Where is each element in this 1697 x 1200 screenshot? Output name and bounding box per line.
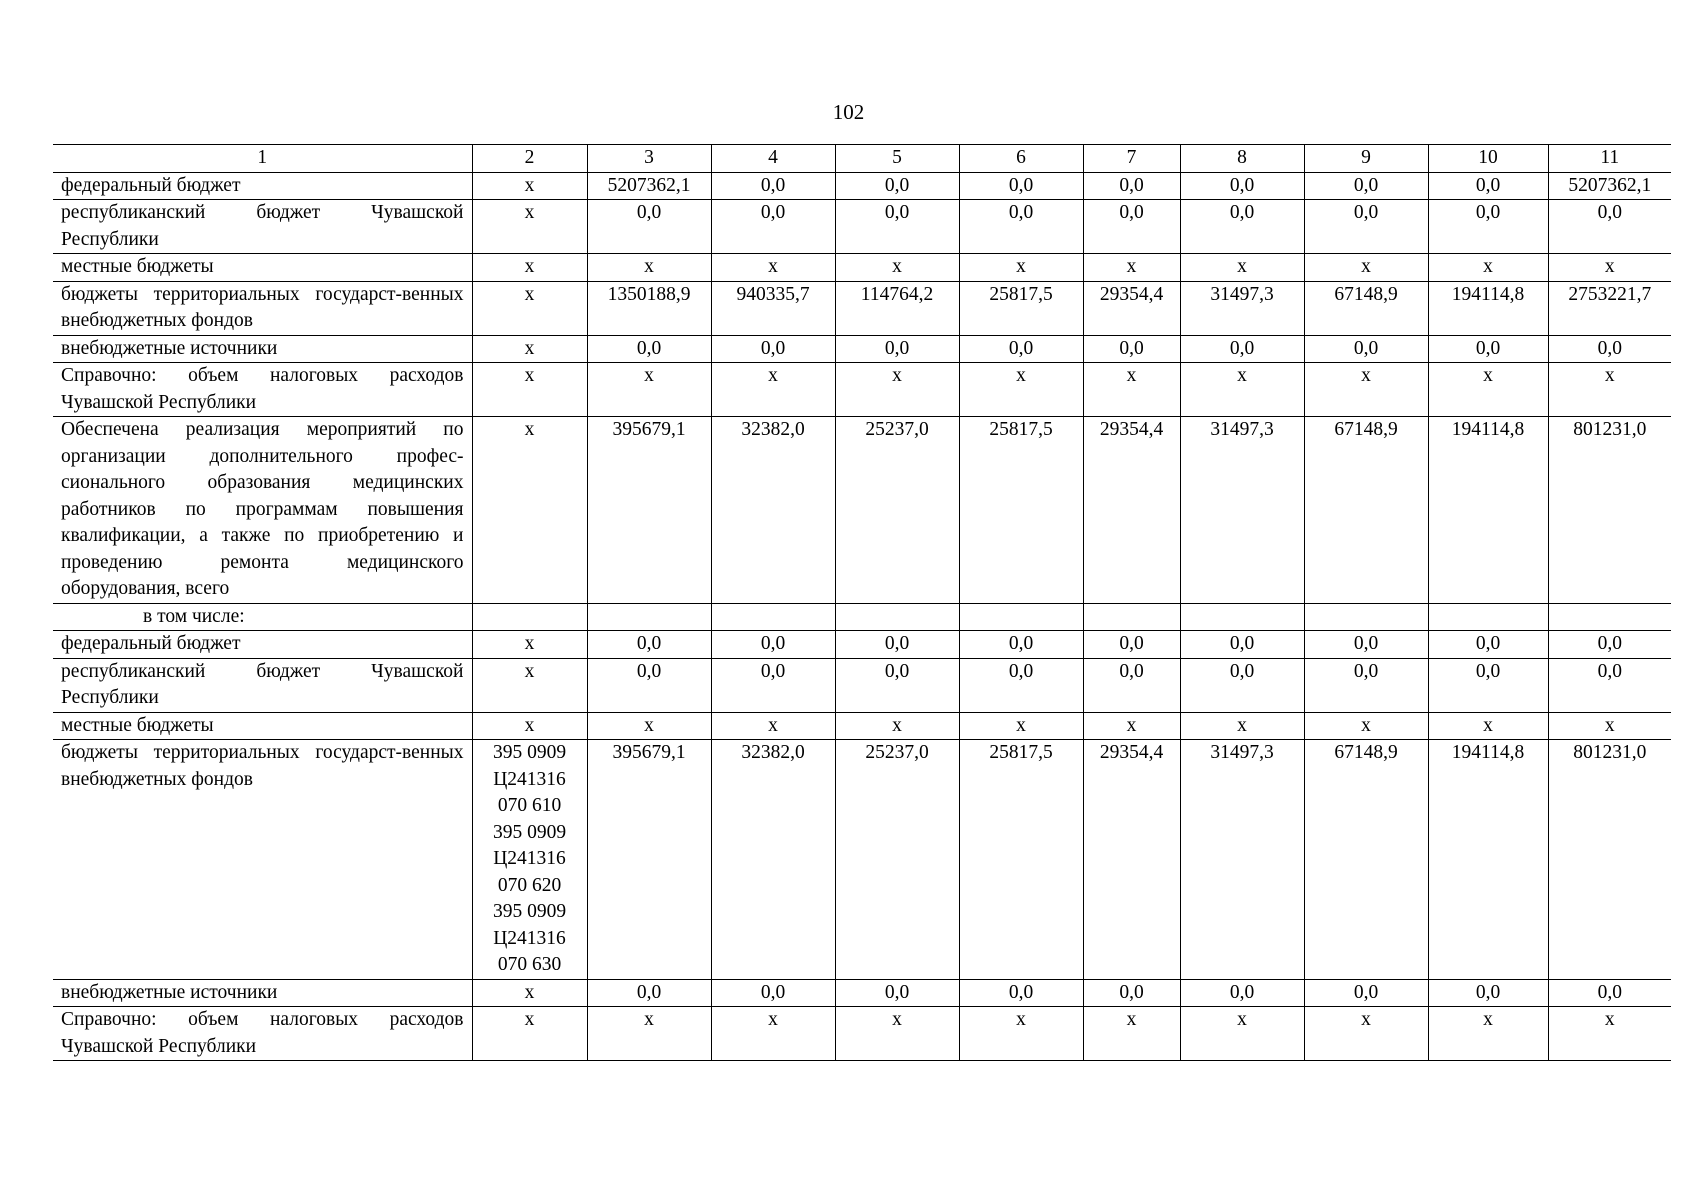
column-header: 1 xyxy=(53,145,472,173)
value-cell: x xyxy=(587,363,711,417)
value-cell: 194114,8 xyxy=(1428,281,1548,335)
budget-code-cell: x xyxy=(472,631,587,659)
value-cell: 5207362,1 xyxy=(1548,172,1671,200)
value-cell: 25237,0 xyxy=(835,417,959,604)
value-cell: 395679,1 xyxy=(587,417,711,604)
value-cell: x xyxy=(1304,712,1428,740)
value-cell: 0,0 xyxy=(1428,172,1548,200)
table-row xyxy=(53,740,1671,980)
column-header: 11 xyxy=(1548,145,1671,173)
value-cell xyxy=(1304,603,1428,631)
value-cell: x xyxy=(959,363,1083,417)
value-cell: 0,0 xyxy=(959,172,1083,200)
table-row xyxy=(53,335,1671,363)
value-cell: x xyxy=(959,254,1083,282)
row-label: Справочно: объем налоговых расходов Чувашской Республики xyxy=(53,363,472,417)
value-cell: 31497,3 xyxy=(1180,417,1304,604)
value-cell: x xyxy=(1548,712,1671,740)
row-label: в том числе: xyxy=(53,603,472,631)
table-header-row xyxy=(53,145,1671,173)
value-cell: x xyxy=(711,712,835,740)
value-cell: 0,0 xyxy=(587,200,711,254)
row-label: бюджеты территориальных государст-венных внебюджетных фондов xyxy=(53,740,472,980)
value-cell: x xyxy=(711,1007,835,1061)
budget-code-cell: x xyxy=(472,658,587,712)
column-header: 6 xyxy=(959,145,1083,173)
column-header: 9 xyxy=(1304,145,1428,173)
budget-table xyxy=(53,144,1671,1061)
value-cell: x xyxy=(1304,1007,1428,1061)
row-label: Обеспечена реализация мероприятий по организации дополнительного профес-сионального образования медицинских работников по программам повышения квалификации, а также по приобретению и проведению ремонта медицинского оборудования, всего xyxy=(53,417,472,604)
table-row xyxy=(53,631,1671,659)
column-header: 10 xyxy=(1428,145,1548,173)
value-cell: 29354,4 xyxy=(1083,417,1180,604)
value-cell: 0,0 xyxy=(1304,658,1428,712)
value-cell: x xyxy=(1083,254,1180,282)
value-cell: x xyxy=(1180,1007,1304,1061)
value-cell: 0,0 xyxy=(835,172,959,200)
value-cell: x xyxy=(1180,254,1304,282)
value-cell: 0,0 xyxy=(1548,631,1671,659)
value-cell xyxy=(959,603,1083,631)
value-cell: 801231,0 xyxy=(1548,417,1671,604)
value-cell xyxy=(1180,603,1304,631)
value-cell: 0,0 xyxy=(1548,658,1671,712)
value-cell: 67148,9 xyxy=(1304,417,1428,604)
value-cell: 0,0 xyxy=(959,200,1083,254)
value-cell: 25237,0 xyxy=(835,740,959,980)
value-cell: 67148,9 xyxy=(1304,740,1428,980)
table-row xyxy=(53,712,1671,740)
value-cell: x xyxy=(1083,1007,1180,1061)
value-cell: 0,0 xyxy=(1180,658,1304,712)
value-cell: 0,0 xyxy=(1304,979,1428,1007)
value-cell: x xyxy=(835,254,959,282)
row-label: Справочно: объем налоговых расходов Чувашской Республики xyxy=(53,1007,472,1061)
value-cell: 0,0 xyxy=(835,979,959,1007)
value-cell: x xyxy=(1304,363,1428,417)
value-cell: 0,0 xyxy=(1548,335,1671,363)
column-header: 7 xyxy=(1083,145,1180,173)
budget-code-cell: x xyxy=(472,417,587,604)
value-cell: x xyxy=(959,712,1083,740)
value-cell: 0,0 xyxy=(959,658,1083,712)
value-cell xyxy=(835,603,959,631)
value-cell: 0,0 xyxy=(587,631,711,659)
value-cell: 25817,5 xyxy=(959,417,1083,604)
value-cell: 5207362,1 xyxy=(587,172,711,200)
value-cell: 32382,0 xyxy=(711,740,835,980)
value-cell: 25817,5 xyxy=(959,740,1083,980)
value-cell: 0,0 xyxy=(959,335,1083,363)
value-cell: x xyxy=(835,712,959,740)
budget-code-cell: x xyxy=(472,335,587,363)
value-cell: 0,0 xyxy=(711,172,835,200)
page-number: 102 xyxy=(832,100,865,124)
row-label: федеральный бюджет xyxy=(53,172,472,200)
value-cell: 801231,0 xyxy=(1548,740,1671,980)
column-header: 3 xyxy=(587,145,711,173)
value-cell: 0,0 xyxy=(1304,200,1428,254)
value-cell xyxy=(1548,603,1671,631)
value-cell: 0,0 xyxy=(959,979,1083,1007)
table-row xyxy=(53,417,1671,604)
value-cell xyxy=(587,603,711,631)
table-row xyxy=(53,254,1671,282)
value-cell: 1350188,9 xyxy=(587,281,711,335)
value-cell xyxy=(1428,603,1548,631)
value-cell: 0,0 xyxy=(587,335,711,363)
row-label: местные бюджеты xyxy=(53,712,472,740)
value-cell: x xyxy=(1428,1007,1548,1061)
value-cell: 0,0 xyxy=(1428,979,1548,1007)
table-row xyxy=(53,200,1671,254)
value-cell: 0,0 xyxy=(835,335,959,363)
value-cell: x xyxy=(1428,363,1548,417)
value-cell: 32382,0 xyxy=(711,417,835,604)
value-cell: 67148,9 xyxy=(1304,281,1428,335)
column-header: 4 xyxy=(711,145,835,173)
value-cell: 31497,3 xyxy=(1180,281,1304,335)
budget-code-cell: 395 0909 Ц241316 070 610 395 0909 Ц241316 070 620 395 0909 Ц241316 070 630 xyxy=(472,740,587,980)
value-cell: x xyxy=(587,1007,711,1061)
value-cell: 0,0 xyxy=(1180,200,1304,254)
value-cell: 0,0 xyxy=(711,200,835,254)
value-cell: x xyxy=(1304,254,1428,282)
value-cell: 395679,1 xyxy=(587,740,711,980)
value-cell: 0,0 xyxy=(1428,658,1548,712)
value-cell: x xyxy=(1428,712,1548,740)
budget-code-cell: x xyxy=(472,979,587,1007)
value-cell: x xyxy=(711,363,835,417)
row-label: республиканский бюджет Чувашской Республики xyxy=(53,200,472,254)
value-cell: 0,0 xyxy=(1548,200,1671,254)
table-row xyxy=(53,172,1671,200)
value-cell: 0,0 xyxy=(711,631,835,659)
row-label: бюджеты территориальных государст-венных внебюджетных фондов xyxy=(53,281,472,335)
column-header: 8 xyxy=(1180,145,1304,173)
table-row xyxy=(53,658,1671,712)
table-row xyxy=(53,363,1671,417)
table-row xyxy=(53,979,1671,1007)
value-cell: 0,0 xyxy=(1083,200,1180,254)
value-cell: x xyxy=(1548,1007,1671,1061)
value-cell: 25817,5 xyxy=(959,281,1083,335)
budget-code-cell: x xyxy=(472,281,587,335)
value-cell: 0,0 xyxy=(1083,979,1180,1007)
row-label: местные бюджеты xyxy=(53,254,472,282)
value-cell: 0,0 xyxy=(1083,172,1180,200)
value-cell xyxy=(711,603,835,631)
value-cell: 0,0 xyxy=(1304,631,1428,659)
value-cell: 0,0 xyxy=(1083,658,1180,712)
value-cell: 194114,8 xyxy=(1428,417,1548,604)
value-cell: 0,0 xyxy=(711,979,835,1007)
table-row xyxy=(53,603,1671,631)
value-cell: 0,0 xyxy=(711,658,835,712)
budget-code-cell xyxy=(472,603,587,631)
value-cell: 0,0 xyxy=(1180,172,1304,200)
budget-code-cell: x xyxy=(472,363,587,417)
budget-code-cell: x xyxy=(472,200,587,254)
row-label: внебюджетные источники xyxy=(53,335,472,363)
value-cell xyxy=(1083,603,1180,631)
value-cell: 0,0 xyxy=(1304,335,1428,363)
budget-code-cell: x xyxy=(472,254,587,282)
value-cell: 29354,4 xyxy=(1083,740,1180,980)
value-cell: 940335,7 xyxy=(711,281,835,335)
value-cell: 0,0 xyxy=(1180,979,1304,1007)
value-cell: 0,0 xyxy=(1083,631,1180,659)
row-label: федеральный бюджет xyxy=(53,631,472,659)
budget-code-cell: x xyxy=(472,172,587,200)
value-cell: 0,0 xyxy=(587,658,711,712)
value-cell: 0,0 xyxy=(835,631,959,659)
value-cell: 31497,3 xyxy=(1180,740,1304,980)
value-cell: 0,0 xyxy=(1304,172,1428,200)
table-row xyxy=(53,281,1671,335)
value-cell: x xyxy=(1428,254,1548,282)
value-cell: 0,0 xyxy=(711,335,835,363)
value-cell: 0,0 xyxy=(835,200,959,254)
value-cell: 0,0 xyxy=(1548,979,1671,1007)
value-cell: 0,0 xyxy=(1428,335,1548,363)
value-cell: 0,0 xyxy=(1083,335,1180,363)
value-cell: x xyxy=(711,254,835,282)
value-cell: 194114,8 xyxy=(1428,740,1548,980)
value-cell: 0,0 xyxy=(835,658,959,712)
value-cell: x xyxy=(835,1007,959,1061)
value-cell: x xyxy=(1083,363,1180,417)
value-cell: 0,0 xyxy=(1428,200,1548,254)
value-cell: x xyxy=(1548,363,1671,417)
value-cell: x xyxy=(587,712,711,740)
row-label: республиканский бюджет Чувашской Республики xyxy=(53,658,472,712)
value-cell: 0,0 xyxy=(1180,335,1304,363)
value-cell: 0,0 xyxy=(959,631,1083,659)
value-cell: x xyxy=(1083,712,1180,740)
value-cell: x xyxy=(835,363,959,417)
value-cell: 0,0 xyxy=(1180,631,1304,659)
value-cell: x xyxy=(587,254,711,282)
value-cell: 2753221,7 xyxy=(1548,281,1671,335)
value-cell: 114764,2 xyxy=(835,281,959,335)
row-label: внебюджетные источники xyxy=(53,979,472,1007)
column-header: 5 xyxy=(835,145,959,173)
column-header: 2 xyxy=(472,145,587,173)
value-cell: x xyxy=(1180,363,1304,417)
value-cell: x xyxy=(1180,712,1304,740)
table-row xyxy=(53,1007,1671,1061)
value-cell: x xyxy=(1548,254,1671,282)
value-cell: 0,0 xyxy=(587,979,711,1007)
budget-code-cell: x xyxy=(472,712,587,740)
value-cell: x xyxy=(959,1007,1083,1061)
value-cell: 29354,4 xyxy=(1083,281,1180,335)
budget-code-cell: x xyxy=(472,1007,587,1061)
value-cell: 0,0 xyxy=(1428,631,1548,659)
